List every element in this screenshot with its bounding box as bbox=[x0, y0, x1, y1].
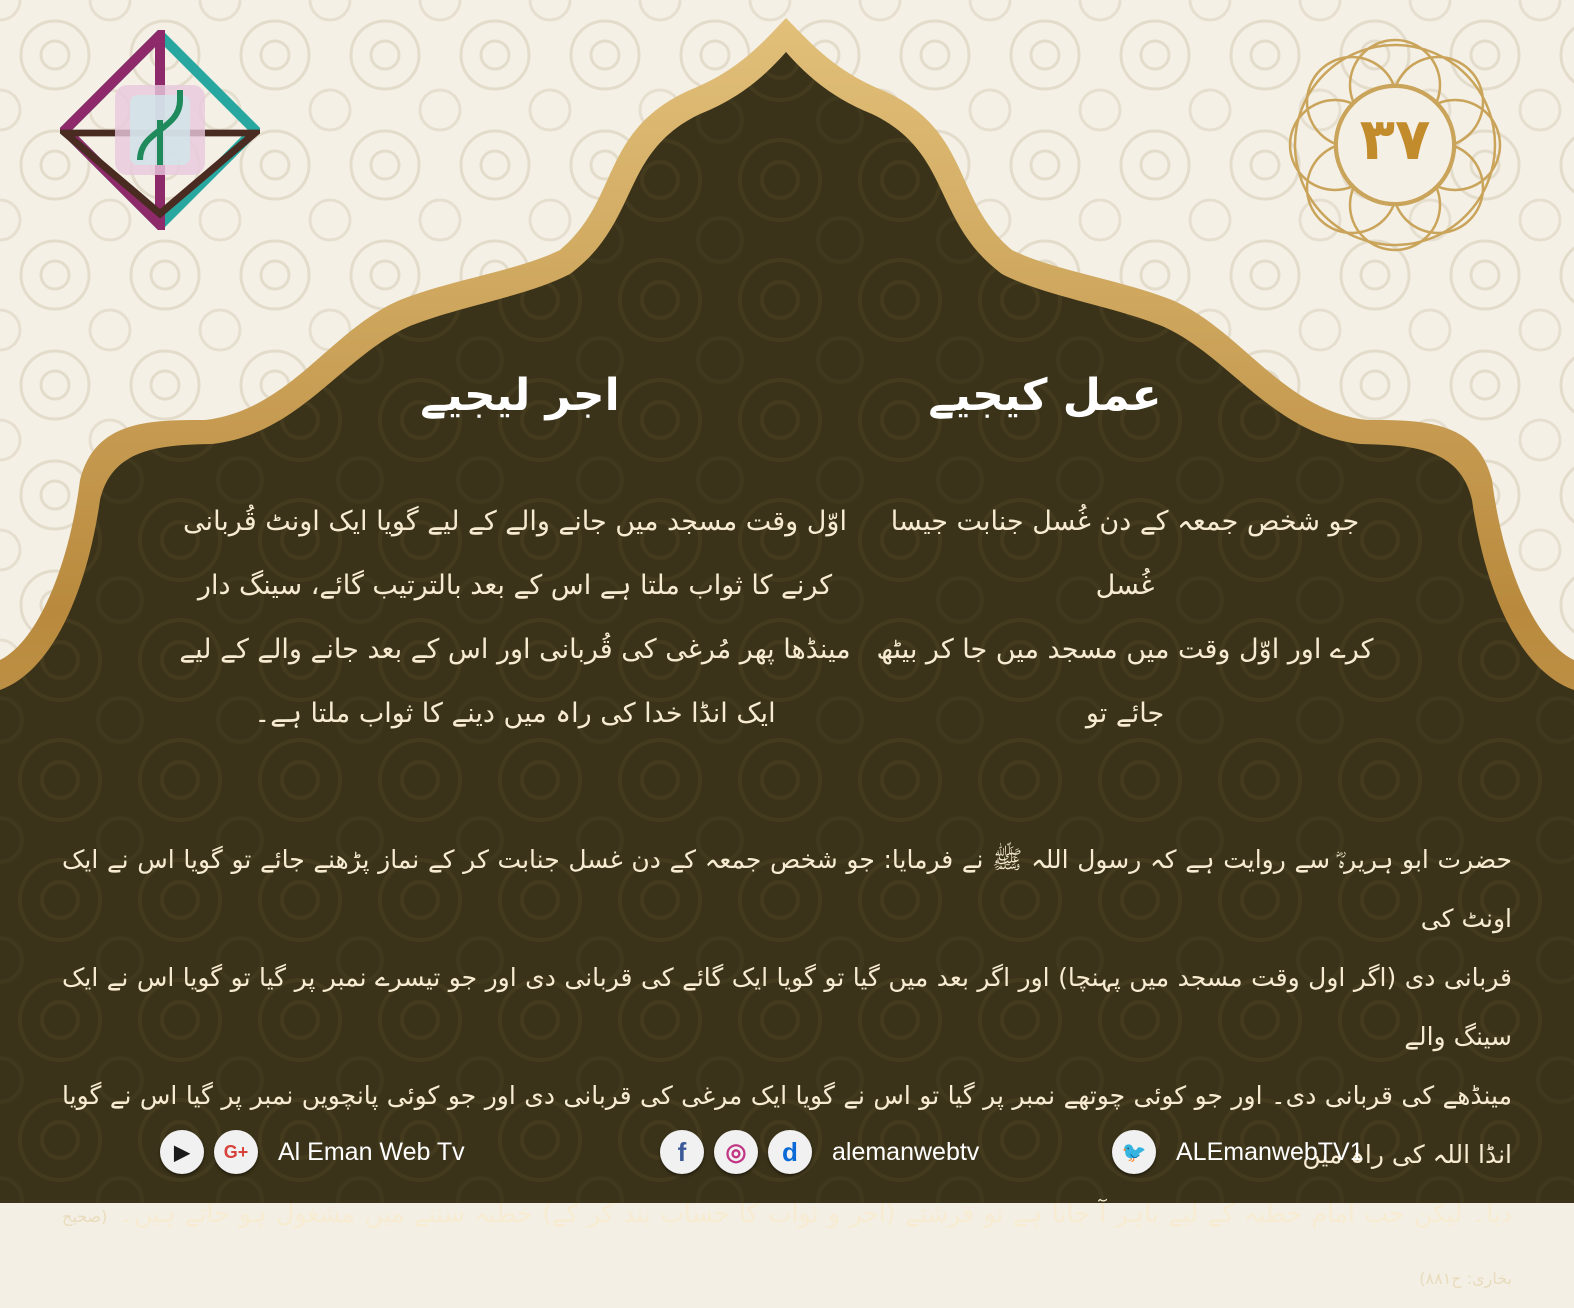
footer-handle-group bbox=[660, 1128, 979, 1176]
hadith-line: حضرت ابو ہریرہؓ سے روایت ہے کہ رسول اللہ ﷺ نے فرمایا: جو شخص جمعہ کے دن غسل جنابت کر کے نماز پڑھنے جائے تو گویا اس نے ایک اونٹ کی bbox=[62, 845, 1512, 933]
left-column-title: اجر لیجیے bbox=[420, 370, 620, 421]
facebook-icon[interactable]: f bbox=[660, 1130, 704, 1174]
twitter-icon[interactable]: 🐦 bbox=[1112, 1130, 1156, 1174]
hadith-line: قربانی دی (اگر اول وقت مسجد میں پہنچا) اور اگر بعد میں گیا تو گویا ایک گائے کی قربانی دی اور جو تیسرے نمبر پر گیا تو گویا اس نے ایک سینگ والے bbox=[62, 963, 1512, 1051]
left-column-line: اوّل وقت مسجد میں جانے والے کے لیے گویا ایک اونٹ قُربانی bbox=[183, 506, 847, 537]
right-column-title: عمل کیجیے bbox=[928, 370, 1162, 421]
channel-label[interactable]: Al Eman Web Tv bbox=[278, 1137, 465, 1166]
footer-channel-group bbox=[160, 1128, 465, 1176]
dailymotion-icon[interactable]: d bbox=[768, 1130, 812, 1174]
right-column-line: جائے تو bbox=[1085, 698, 1165, 729]
right-column-text bbox=[870, 490, 1380, 746]
hadith-line: مینڈھے کی قربانی دی۔ اور جو کوئی چوتھے نمبر پر گیا تو اس نے گویا ایک مرغی کی قربانی دی اور جو کوئی پانچویں نمبر پر گیا اس نے گویا انڈا اللہ کی راہ میں bbox=[62, 1081, 1512, 1169]
al-eman-logo bbox=[60, 30, 260, 230]
twitter-label[interactable]: ALEmanwebTV1 bbox=[1176, 1137, 1364, 1166]
instagram-icon[interactable]: ◎ bbox=[714, 1130, 758, 1174]
handle-label[interactable]: alemanwebtv bbox=[832, 1137, 980, 1166]
hadith-line: دیا۔ لیکن جب امام خطبہ کے لیے باہر آ جاتا ہے تو فرشتے (اجر و ثواب کا حساب بند کر کے) خطبہ سننے میں مشغول ہو جاتے ہیں۔ bbox=[119, 1199, 1512, 1228]
hadith-text bbox=[62, 830, 1512, 1308]
hadith-reference: (صحیح بخاری: ح۸۸۱) bbox=[62, 1207, 1512, 1288]
footer-twitter-group bbox=[1112, 1128, 1364, 1176]
youtube-icon[interactable]: ▶ bbox=[160, 1130, 204, 1174]
left-column-line: ایک انڈا خدا کی راہ میں دینے کا ثواب ملتا ہے۔ bbox=[254, 698, 776, 729]
right-column-line: کرے اور اوّل وقت میں مسجد میں جا کر بیٹھ bbox=[876, 634, 1374, 665]
left-column-text bbox=[165, 490, 865, 746]
left-column-line: مینڈھا پھر مُرغی کی قُربانی اور اس کے بعد جانے والے کے لیے bbox=[179, 634, 851, 665]
right-column-line: جو شخص جمعہ کے دن غُسل جنابت جیسا غُسل bbox=[890, 506, 1360, 601]
post-number-medallion bbox=[1285, 35, 1505, 255]
post-number: ۳۷ bbox=[1359, 105, 1431, 173]
left-column-line: کرنے کا ثواب ملتا ہے اس کے بعد بالترتیب گائے، سینگ دار bbox=[197, 570, 833, 601]
google-plus-icon[interactable]: G+ bbox=[214, 1130, 258, 1174]
